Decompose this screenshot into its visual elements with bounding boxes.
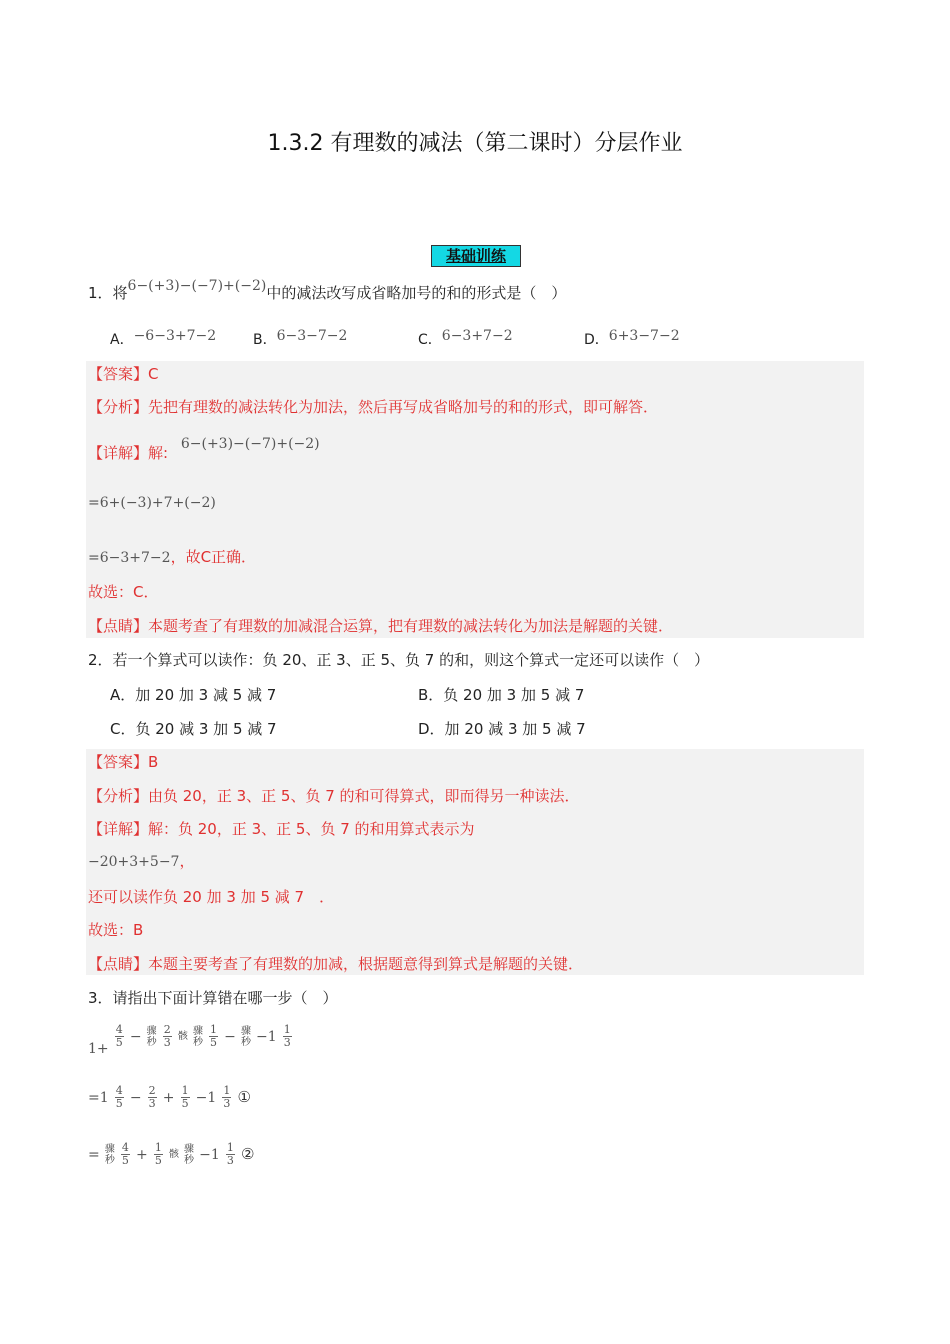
q1-stem-end: 中的减法改写成省略加号的和的形式是（ ） xyxy=(266,284,567,302)
q1-option-d[interactable]: D．6+3−7−2 xyxy=(584,328,680,348)
q1-option-c[interactable]: C．6−3+7−2 xyxy=(418,328,513,348)
q2-read: 还可以读作负 20 加 3 加 5 减 7 ． xyxy=(88,888,335,906)
q1-analysis: 【分析】先把有理数的减法转化为加法，然后再写成省略加号的和的形式，即可解答． xyxy=(88,398,659,416)
question-3: 3．请指出下面计算错在哪一步（ ） xyxy=(88,989,338,1007)
q2-choose: 故选：B xyxy=(88,921,144,939)
q2-solution-box xyxy=(86,749,864,975)
question-1 xyxy=(88,278,567,304)
garbled-glyph: 骤 秒 xyxy=(184,1143,195,1166)
step-mark-1: ① xyxy=(237,1088,251,1106)
q2-detail: 【详解】解：负 20，正 3、正 5、负 7 的和用算式表示为 xyxy=(88,820,475,838)
section-heading: 基础训练 xyxy=(431,245,521,267)
fraction: $\frac{4}{5}$ xyxy=(115,1023,123,1049)
question-2: 2．若一个算式可以读作：负 20、正 3、正 5、负 7 的和，则这个算式一定还可以读作（ ） xyxy=(88,651,710,669)
q1-answer: 【答案】C xyxy=(88,365,159,383)
q3-line-1: =1 $\frac{4}{5}$ − $\frac{2}{3}$ + $\frac{1}{5}$ −1 $\frac{1}{3}$ ① xyxy=(88,1084,251,1110)
garbled-glyph: 骤 秒 xyxy=(104,1143,115,1166)
garbled-glyph: 骸 xyxy=(168,1149,179,1160)
q2-option-d[interactable]: D．加 20 减 3 加 5 减 7 xyxy=(418,720,586,738)
step-mark-2: ② xyxy=(240,1145,255,1163)
q1-step-1: =6+(−3)+7+(−2) xyxy=(88,495,216,511)
garbled-glyph: 骤 秒 xyxy=(240,1025,251,1048)
q3-line-0: 1+ $\frac{4}{5}$ − 骤 秒 $\frac{2}{3}$ 骸 骤 秒 $\frac{1}{5}$ − 骤 秒 −1 $\frac{1}{3}$ xyxy=(88,1023,291,1057)
page-title: 1.3.2 有理数的减法（第二课时）分层作业 xyxy=(267,131,683,156)
q3-line-2: = 骤 秒 $\frac{4}{5}$ + $\frac{1}{5}$ 骸 骤 秒 −1 $\frac{1}{3}$ ② xyxy=(88,1141,255,1167)
garbled-glyph: 骤 秒 xyxy=(192,1025,203,1048)
q2-expression: −20+3+5−7， xyxy=(88,852,195,870)
q1-option-b[interactable]: B．6−3−7−2 xyxy=(253,328,348,348)
q2-analysis: 【分析】由负 20，正 3、正 5、负 7 的和可得算式，即而得另一种读法． xyxy=(88,787,580,805)
q1-choose: 故选：C． xyxy=(88,583,159,601)
q2-answer: 【答案】B xyxy=(88,753,159,771)
q1-stem-start: 1．将 xyxy=(88,284,128,302)
garbled-glyph: 骸 xyxy=(177,1031,188,1042)
q2-comment: 【点睛】本题主要考查了有理数的加减，根据题意得到算式是解题的关键． xyxy=(88,955,584,973)
q1-expression: 6−(+3)−(−7)+(−2) xyxy=(127,278,267,294)
q1-comment: 【点睛】本题考查了有理数的加减混合运算，把有理数的减法转化为加法是解题的关键． xyxy=(88,617,674,635)
q1-option-a[interactable]: A．−6−3+7−2 xyxy=(110,328,217,348)
q2-option-a[interactable]: A．加 20 加 3 减 5 减 7 xyxy=(110,686,277,704)
q1-step-2: =6−3+7−2，故C正确． xyxy=(88,548,257,566)
q1-detail-expression: 6−(+3)−(−7)+(−2) xyxy=(180,436,320,452)
q2-option-b[interactable]: B．负 20 加 3 加 5 减 7 xyxy=(418,686,585,704)
garbled-glyph: 骤 秒 xyxy=(146,1025,157,1048)
q1-detail: 【详解】解: 6−(+3)−(−7)+(−2) xyxy=(88,436,320,462)
q2-option-c[interactable]: C．负 20 减 3 加 5 减 7 xyxy=(110,720,277,738)
